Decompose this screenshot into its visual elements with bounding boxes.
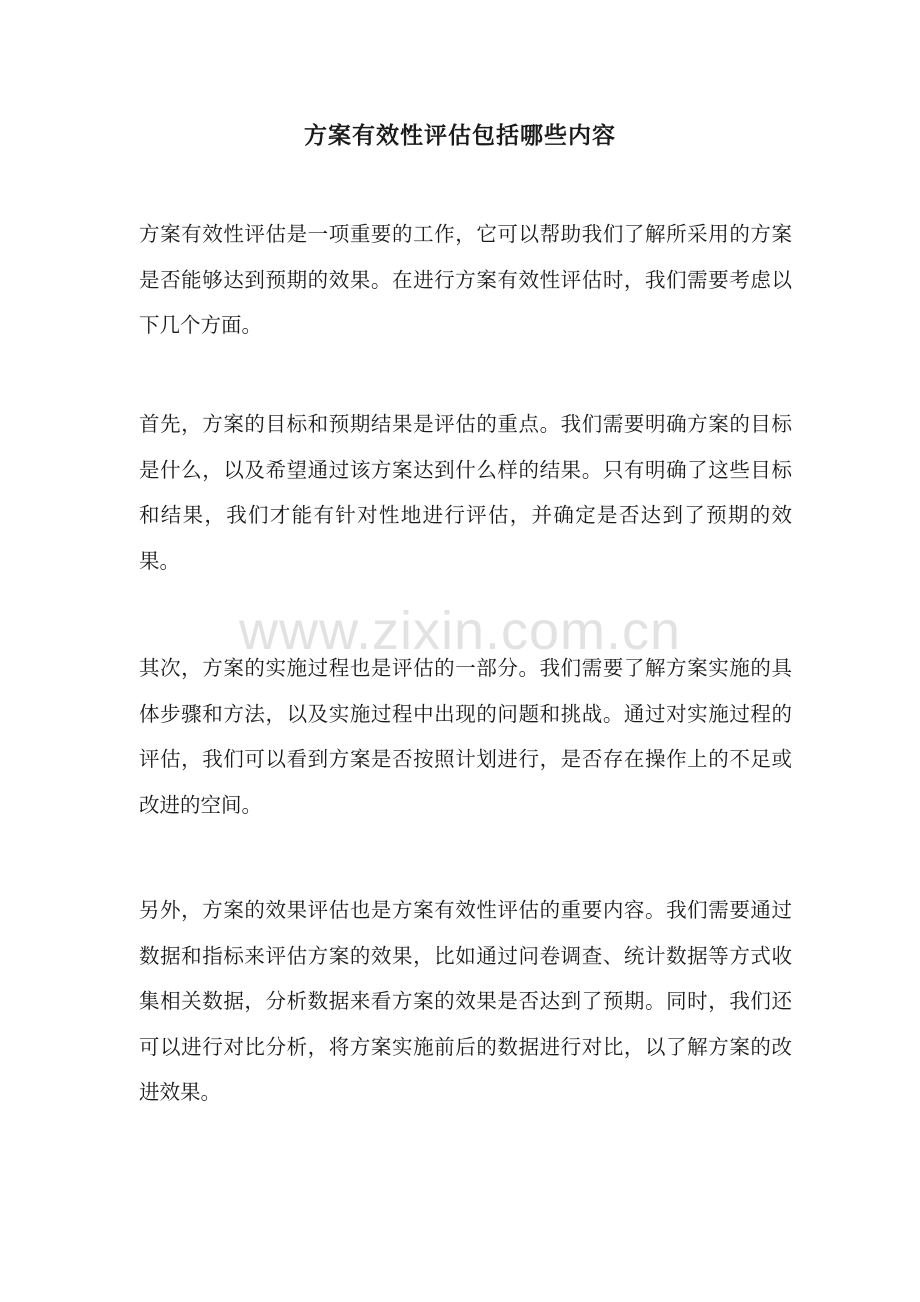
paragraph-process: 其次，方案的实施过程也是评估的一部分。我们需要了解方案实施的具体步骤和方法，以及实施过程中出现的问题和挑战。通过对实施过程的评估，我们可以看到方案是否按照计划进行，是否存在操作上的不足或改进的空间。 bbox=[139, 656, 792, 817]
paragraph-goals: 首先，方案的目标和预期结果是评估的重点。我们需要明确方案的目标是什么，以及希望通过该方案达到什么样的结果。只有明确了这些目标和结果，我们才能有针对性地进行评估，并确定是否达到了预期的效果。 bbox=[139, 412, 792, 573]
paragraph-effects: 另外，方案的效果评估也是方案有效性评估的重要内容。我们需要通过数据和指标来评估方案的效果，比如通过问卷调查、统计数据等方式收集相关数据，分析数据来看方案的效果是否达到了预期。同时，我们还可以进行对比分析，将方案实施前后的数据进行对比，以了解方案的改进效果。 bbox=[139, 898, 792, 1104]
paragraph-intro: 方案有效性评估是一项重要的工作，它可以帮助我们了解所采用的方案是否能够达到预期的效果。在进行方案有效性评估时，我们需要考虑以下几个方面。 bbox=[139, 222, 792, 337]
watermark: www.zixin.com.cn bbox=[238, 601, 682, 661]
document-title: 方案有效性评估包括哪些内容 bbox=[304, 122, 616, 149]
